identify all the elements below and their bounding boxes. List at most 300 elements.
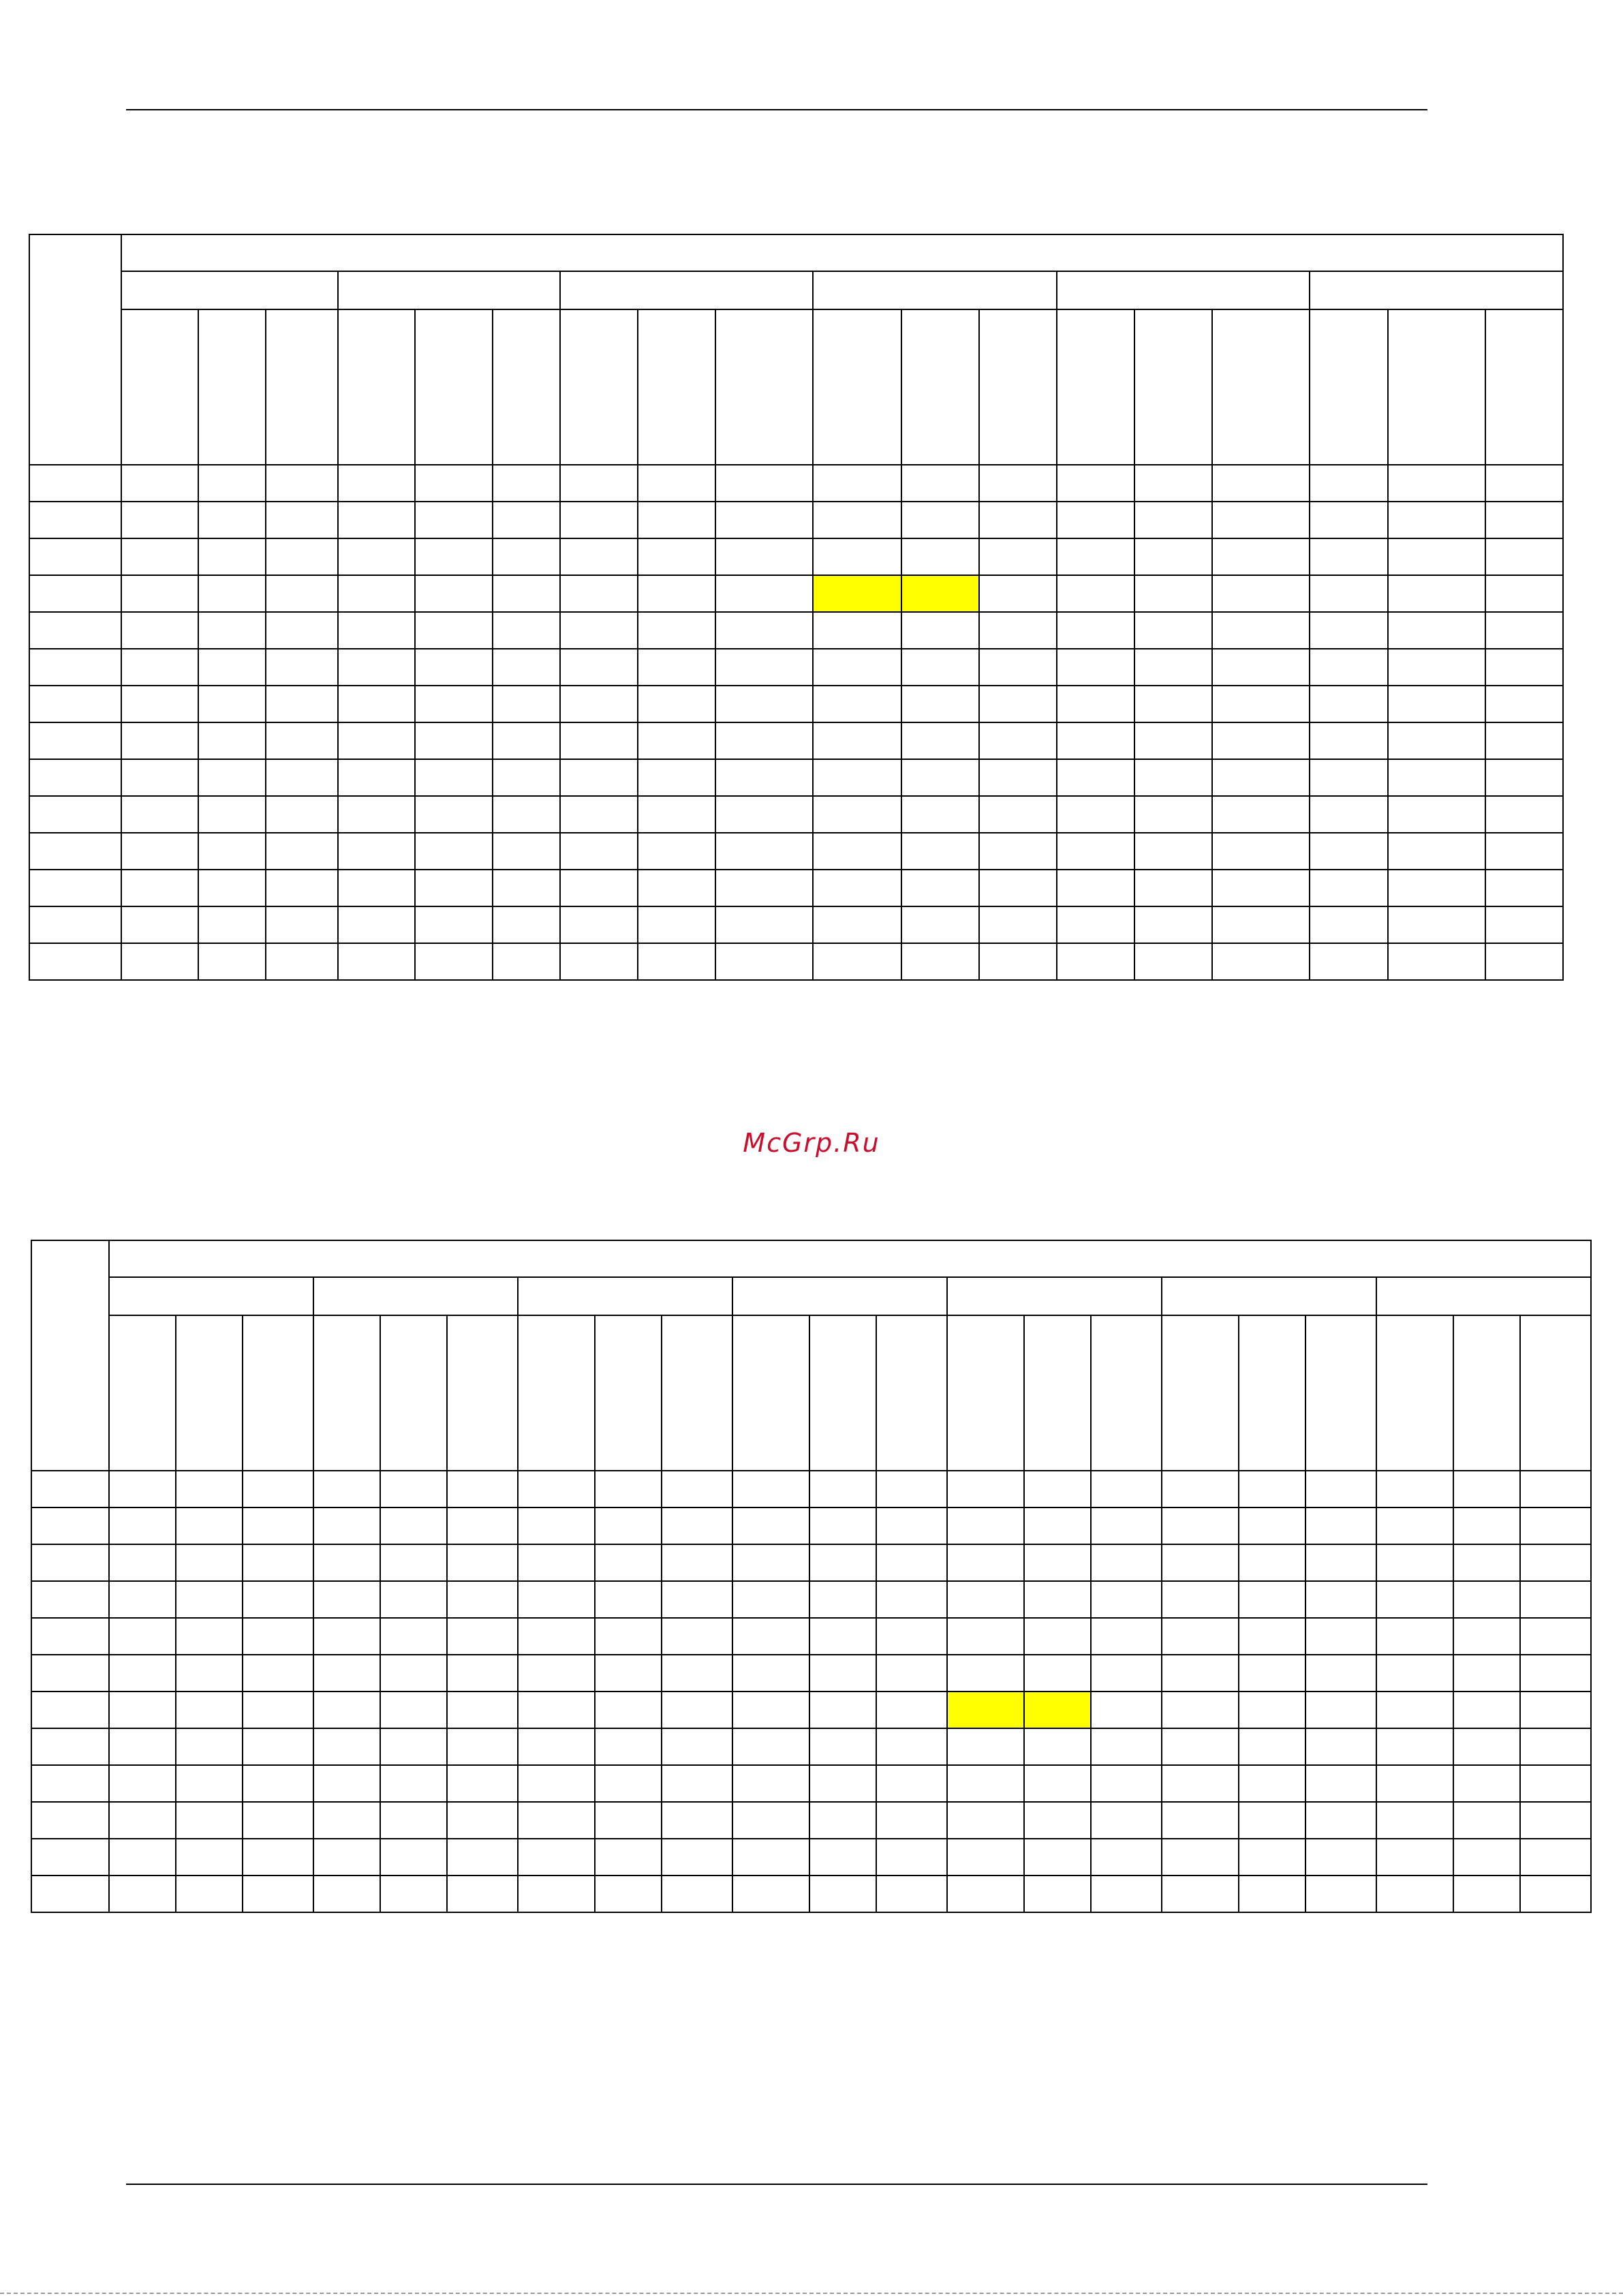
table-cell — [813, 649, 901, 686]
table-cell — [1485, 796, 1563, 833]
table-cell — [1305, 1839, 1376, 1876]
table-cell — [1388, 906, 1485, 943]
subcolumn-header-cell — [109, 1315, 176, 1471]
table-cell — [518, 1507, 595, 1544]
table-cell — [638, 833, 715, 870]
schedule-table-1 — [29, 234, 1564, 981]
table-cell — [313, 1839, 380, 1876]
subcolumn-header-cell — [901, 309, 979, 465]
table-cell — [638, 943, 715, 980]
table-cell — [662, 1728, 732, 1765]
row-label-cell — [31, 1618, 109, 1655]
subcolumn-header-cell — [1024, 1315, 1091, 1471]
table-cell — [518, 1471, 595, 1507]
table-cell — [1520, 1692, 1591, 1728]
table-cell — [1310, 649, 1388, 686]
table-cell — [1520, 1839, 1591, 1876]
table-cell — [1057, 943, 1134, 980]
group-header-cell — [1376, 1277, 1591, 1315]
table-cell — [1091, 1618, 1162, 1655]
table-cell — [715, 686, 813, 722]
table-cell — [876, 1655, 947, 1692]
table-cell — [560, 943, 638, 980]
table-cell — [901, 906, 979, 943]
table-cell — [447, 1839, 518, 1876]
table-cell — [1388, 465, 1485, 502]
table-cell — [1162, 1839, 1239, 1876]
table-cell — [109, 1507, 176, 1544]
subcolumn-header-cell — [1485, 309, 1563, 465]
subcolumn-header-cell — [447, 1315, 518, 1471]
table-cell — [1376, 1507, 1453, 1544]
table-cell — [1485, 575, 1563, 612]
table-cell — [313, 1876, 380, 1912]
table-cell — [1485, 870, 1563, 906]
table-cell — [176, 1839, 243, 1876]
table-cell — [338, 833, 415, 870]
table-cell — [1239, 1471, 1305, 1507]
row-label-cell — [31, 1728, 109, 1765]
table-cell — [595, 1581, 662, 1618]
table-row — [31, 1507, 1591, 1544]
table-cell — [715, 722, 813, 759]
table-cell — [447, 1655, 518, 1692]
table-cell — [1453, 1692, 1520, 1728]
table-cell — [1091, 1692, 1162, 1728]
subcolumn-header-cell — [415, 309, 492, 465]
table-cell — [876, 1802, 947, 1839]
subcolumn-header-cell — [979, 309, 1057, 465]
table-cell — [813, 759, 901, 796]
table-cell — [493, 502, 560, 538]
table-cell — [1212, 612, 1309, 649]
table-cell — [1057, 870, 1134, 906]
table-cell — [380, 1581, 447, 1618]
table-cell — [1057, 465, 1134, 502]
table-cell — [1376, 1876, 1453, 1912]
table-cell — [313, 1802, 380, 1839]
table-cell — [1057, 502, 1134, 538]
table-cell — [518, 1765, 595, 1802]
table-cell — [198, 575, 266, 612]
table-cell — [715, 796, 813, 833]
table-cell — [813, 870, 901, 906]
table-cell — [1376, 1728, 1453, 1765]
table-cell — [979, 759, 1057, 796]
table-cell — [1134, 502, 1212, 538]
table-cell — [595, 1802, 662, 1839]
table-cell — [121, 943, 198, 980]
table-cell — [1162, 1507, 1239, 1544]
table-cell — [662, 1618, 732, 1655]
table-cell — [809, 1618, 876, 1655]
table-cell — [1388, 722, 1485, 759]
table-cell — [415, 759, 492, 796]
table-cell — [813, 465, 901, 502]
table-cell — [560, 833, 638, 870]
table-cell — [1091, 1471, 1162, 1507]
table-row — [29, 502, 1563, 538]
table-cell — [266, 943, 338, 980]
table-cell — [518, 1839, 595, 1876]
table-cell — [447, 1765, 518, 1802]
table-cell — [809, 1839, 876, 1876]
table-cell — [1485, 759, 1563, 796]
subcolumn-header-cell — [947, 1315, 1024, 1471]
table-cell — [1162, 1655, 1239, 1692]
header-title-row — [29, 234, 1563, 271]
table-cell — [662, 1692, 732, 1728]
table-cell — [947, 1876, 1024, 1912]
group-header-cell — [1162, 1277, 1376, 1315]
subcolumn-header-cell — [1305, 1315, 1376, 1471]
table-cell — [595, 1507, 662, 1544]
table-cell — [380, 1802, 447, 1839]
table-cell — [1212, 686, 1309, 722]
table-cell — [1134, 943, 1212, 980]
table-cell — [1024, 1802, 1091, 1839]
table-cell — [198, 502, 266, 538]
subcolumn-header-cell — [243, 1315, 313, 1471]
table-cell — [560, 686, 638, 722]
table-row — [29, 870, 1563, 906]
table-cell — [1485, 943, 1563, 980]
table-row — [29, 575, 1563, 612]
table-cell — [1310, 465, 1388, 502]
table-cell — [1212, 538, 1309, 575]
table-cell — [1310, 575, 1388, 612]
table-cell — [338, 465, 415, 502]
table-cell — [266, 538, 338, 575]
table-cell — [1024, 1544, 1091, 1581]
table-cell — [813, 502, 901, 538]
table-cell — [732, 1765, 809, 1802]
table-cell — [1388, 502, 1485, 538]
table-cell — [313, 1471, 380, 1507]
table-cell — [338, 870, 415, 906]
table-cell — [1162, 1692, 1239, 1728]
table-cell — [979, 833, 1057, 870]
highlighted-cell — [947, 1692, 1024, 1728]
table-cell — [121, 612, 198, 649]
header-title-row — [31, 1240, 1591, 1277]
table-cell — [1212, 796, 1309, 833]
table-cell — [715, 612, 813, 649]
table-cell — [1388, 686, 1485, 722]
table-cell — [243, 1544, 313, 1581]
table-cell — [109, 1839, 176, 1876]
subcolumn-header-cell — [176, 1315, 243, 1471]
table-row — [29, 465, 1563, 502]
table-cell — [813, 722, 901, 759]
table-cell — [518, 1581, 595, 1618]
table-cell — [1091, 1507, 1162, 1544]
table-cell — [979, 943, 1057, 980]
table-cell — [1239, 1728, 1305, 1765]
table-cell — [1388, 796, 1485, 833]
table-cell — [1376, 1471, 1453, 1507]
subcolumn-header-cell — [662, 1315, 732, 1471]
row-label-cell — [29, 502, 121, 538]
table-cell — [1305, 1802, 1376, 1839]
table-cell — [380, 1544, 447, 1581]
table-row — [29, 612, 1563, 649]
table-cell — [1057, 686, 1134, 722]
table-row — [31, 1618, 1591, 1655]
table-cell — [338, 649, 415, 686]
table-cell — [1134, 906, 1212, 943]
table-cell — [109, 1802, 176, 1839]
table-cell — [947, 1839, 1024, 1876]
table-cell — [1024, 1618, 1091, 1655]
table-cell — [198, 870, 266, 906]
table-cell — [638, 538, 715, 575]
table-row — [31, 1839, 1591, 1876]
row-label-cell — [31, 1839, 109, 1876]
subcolumn-header-cell — [266, 309, 338, 465]
table-cell — [121, 575, 198, 612]
table-cell — [380, 1507, 447, 1544]
table-cell — [1376, 1765, 1453, 1802]
table-cell — [338, 538, 415, 575]
table-cell — [121, 722, 198, 759]
table-cell — [1134, 722, 1212, 759]
table-cell — [809, 1581, 876, 1618]
table-cell — [979, 870, 1057, 906]
table-row — [31, 1728, 1591, 1765]
table-cell — [638, 612, 715, 649]
table-cell — [1310, 686, 1388, 722]
table-cell — [1134, 612, 1212, 649]
table-cell — [493, 465, 560, 502]
table-cell — [243, 1728, 313, 1765]
table-cell — [243, 1692, 313, 1728]
table-cell — [715, 833, 813, 870]
table-cell — [415, 502, 492, 538]
table-cell — [560, 796, 638, 833]
table-cell — [662, 1839, 732, 1876]
table-cell — [1388, 870, 1485, 906]
table-cell — [901, 649, 979, 686]
table-cell — [121, 796, 198, 833]
table-cell — [198, 943, 266, 980]
table-cell — [1520, 1581, 1591, 1618]
table-cell — [1310, 906, 1388, 943]
table-cell — [493, 796, 560, 833]
table-cell — [876, 1471, 947, 1507]
table-cell — [1376, 1692, 1453, 1728]
table-cell — [595, 1876, 662, 1912]
table-cell — [176, 1876, 243, 1912]
table-cell — [947, 1728, 1024, 1765]
table-cell — [1453, 1471, 1520, 1507]
table-cell — [493, 722, 560, 759]
table-cell — [1520, 1765, 1591, 1802]
row-label-cell — [31, 1765, 109, 1802]
table-cell — [380, 1618, 447, 1655]
row-label-cell — [29, 612, 121, 649]
table-cell — [338, 796, 415, 833]
table-cell — [715, 943, 813, 980]
row-label-header — [31, 1240, 109, 1471]
table-cell — [1376, 1655, 1453, 1692]
table-cell — [1310, 796, 1388, 833]
table-cell — [662, 1765, 732, 1802]
table-cell — [266, 870, 338, 906]
table-cell — [813, 796, 901, 833]
table-cell — [715, 906, 813, 943]
table-cell — [1057, 612, 1134, 649]
table-cell — [176, 1507, 243, 1544]
highlighted-cell — [901, 575, 979, 612]
table-cell — [809, 1692, 876, 1728]
group-header-cell — [560, 271, 813, 309]
table-cell — [121, 833, 198, 870]
table-cell — [109, 1728, 176, 1765]
table-cell — [198, 465, 266, 502]
table-cell — [518, 1655, 595, 1692]
table-cell — [979, 686, 1057, 722]
table-cell — [493, 575, 560, 612]
table-cell — [1520, 1618, 1591, 1655]
table-cell — [109, 1581, 176, 1618]
table-cell — [109, 1471, 176, 1507]
table-cell — [560, 465, 638, 502]
table-cell — [518, 1876, 595, 1912]
row-label-cell — [31, 1544, 109, 1581]
table-cell — [121, 870, 198, 906]
table-cell — [638, 502, 715, 538]
table-cell — [1212, 833, 1309, 870]
header-subcolumn-row — [31, 1315, 1591, 1471]
table-cell — [415, 833, 492, 870]
header-rule — [126, 109, 1427, 110]
table-cell — [109, 1876, 176, 1912]
table-cell — [493, 833, 560, 870]
table-cell — [901, 502, 979, 538]
table-cell — [947, 1618, 1024, 1655]
row-label-cell — [29, 943, 121, 980]
table-cell — [1388, 612, 1485, 649]
table-cell — [1162, 1544, 1239, 1581]
group-header-cell — [313, 1277, 518, 1315]
subcolumn-header-cell — [1310, 309, 1388, 465]
subcolumn-header-cell — [121, 309, 198, 465]
table-cell — [662, 1471, 732, 1507]
table-cell — [732, 1802, 809, 1839]
table-cell — [176, 1802, 243, 1839]
table-cell — [380, 1765, 447, 1802]
table-cell — [1485, 465, 1563, 502]
table-cell — [338, 722, 415, 759]
table-cell — [338, 759, 415, 796]
table-cell — [518, 1692, 595, 1728]
table-title-cell — [121, 234, 1563, 271]
subcolumn-header-cell — [732, 1315, 809, 1471]
row-label-cell — [29, 796, 121, 833]
table-cell — [243, 1618, 313, 1655]
table-cell — [121, 502, 198, 538]
table-cell — [415, 722, 492, 759]
table-cell — [1091, 1655, 1162, 1692]
table-cell — [1305, 1728, 1376, 1765]
table-cell — [198, 722, 266, 759]
table-cell — [732, 1544, 809, 1581]
table-row — [29, 833, 1563, 870]
table-cell — [1310, 943, 1388, 980]
table-cell — [1520, 1802, 1591, 1839]
table-cell — [1162, 1471, 1239, 1507]
table-cell — [176, 1618, 243, 1655]
table-cell — [901, 465, 979, 502]
table-cell — [198, 686, 266, 722]
table-cell — [715, 538, 813, 575]
table-cell — [1162, 1581, 1239, 1618]
table-cell — [1212, 906, 1309, 943]
table-cell — [1453, 1876, 1520, 1912]
table-cell — [595, 1839, 662, 1876]
table-cell — [662, 1876, 732, 1912]
table-cell — [732, 1471, 809, 1507]
table-cell — [979, 612, 1057, 649]
table-cell — [876, 1544, 947, 1581]
group-header-cell — [109, 1277, 313, 1315]
table-cell — [1376, 1839, 1453, 1876]
table-cell — [1239, 1765, 1305, 1802]
table-cell — [979, 575, 1057, 612]
table-cell — [595, 1655, 662, 1692]
table-cell — [198, 612, 266, 649]
table-cell — [715, 575, 813, 612]
row-label-cell — [29, 906, 121, 943]
table-cell — [813, 943, 901, 980]
table-cell — [415, 649, 492, 686]
schedule-table-2 — [31, 1240, 1592, 1913]
table-cell — [109, 1692, 176, 1728]
row-label-cell — [29, 538, 121, 575]
table-cell — [1212, 943, 1309, 980]
table-cell — [109, 1655, 176, 1692]
table-cell — [518, 1618, 595, 1655]
table-cell — [518, 1728, 595, 1765]
table-cell — [1024, 1839, 1091, 1876]
table-cell — [1453, 1581, 1520, 1618]
table-cell — [813, 833, 901, 870]
table-cell — [809, 1655, 876, 1692]
table-cell — [243, 1765, 313, 1802]
table-cell — [979, 906, 1057, 943]
table-cell — [662, 1581, 732, 1618]
table-row — [29, 686, 1563, 722]
row-label-header — [29, 234, 121, 465]
table-cell — [415, 575, 492, 612]
subcolumn-header-cell — [1453, 1315, 1520, 1471]
table-cell — [1453, 1765, 1520, 1802]
table-cell — [1453, 1802, 1520, 1839]
table-cell — [493, 759, 560, 796]
table-cell — [1305, 1471, 1376, 1507]
table-cell — [338, 943, 415, 980]
table-cell — [1376, 1544, 1453, 1581]
table-cell — [121, 465, 198, 502]
table-cell — [109, 1544, 176, 1581]
table-cell — [1485, 686, 1563, 722]
table-cell — [901, 612, 979, 649]
table-cell — [809, 1728, 876, 1765]
table-cell — [338, 686, 415, 722]
table-cell — [447, 1728, 518, 1765]
table-cell — [1162, 1765, 1239, 1802]
